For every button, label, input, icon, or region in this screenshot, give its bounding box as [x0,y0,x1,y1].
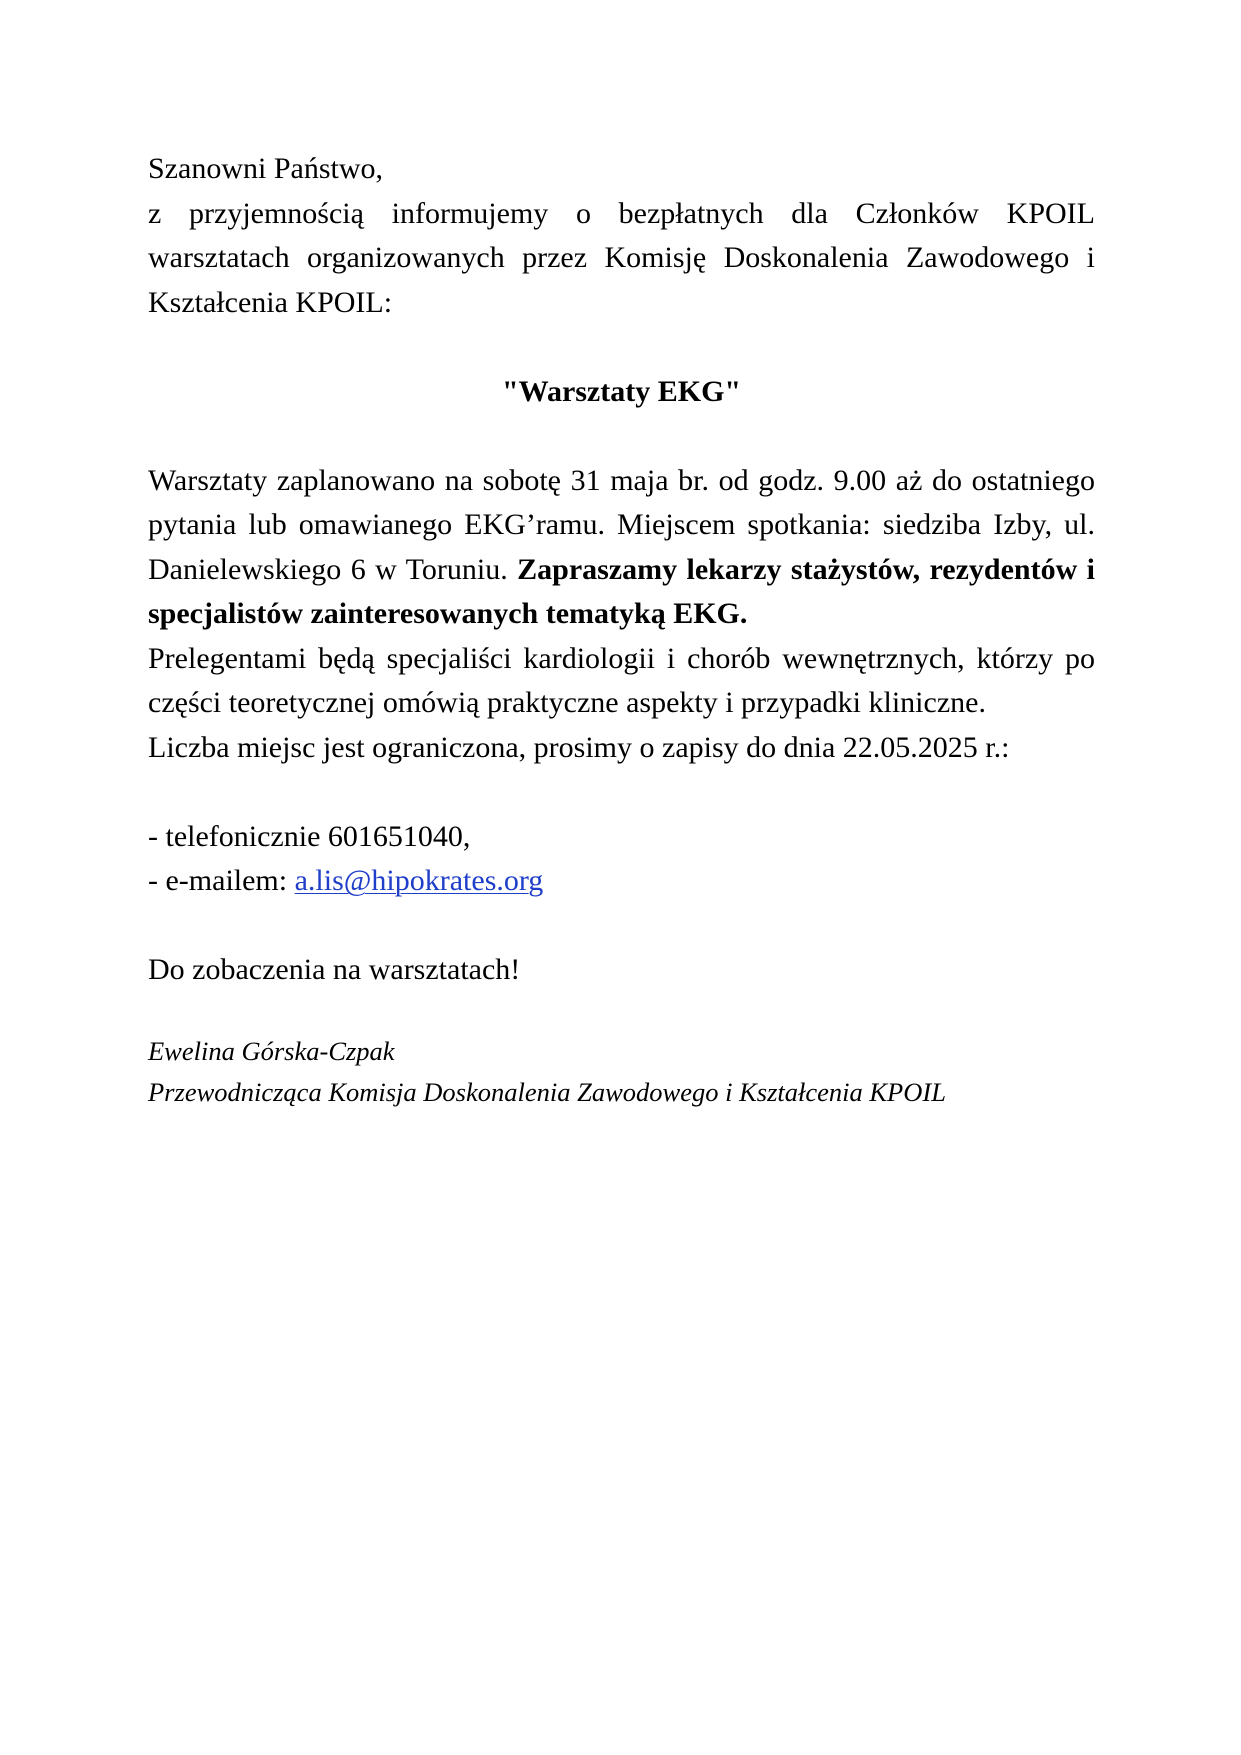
letter-body [148,147,1095,1113]
workshop-title: "Warsztaty EKG" [501,374,742,408]
email-line [148,859,1095,904]
details-text: Warsztaty zaplanowano na sobotę 31 maja br. od godz. 9.00 aż do ostatniego pytania lub omawianego EKG’ramu. Miejscem spotkania: siedziba Izby, ul. Danielewskiego 6 w Toruniu. [148,463,1095,586]
spacer [148,325,1095,370]
phone-line: - telefonicznie 601651040, [148,819,471,853]
speakers-paragraph: Prelegentami będą specjaliści kardiologii i chorób wewnętrznych, którzy po części teoretycznej omówią praktyczne aspekty i przypadki kliniczne. [148,641,1095,719]
signature-name: Ewelina Górska-Czpak [148,1035,395,1066]
spacer [148,414,1095,459]
intro-paragraph: z przyjemnością informujemy o bezpłatnych dla Członków KPOIL warsztatach organizowanych przez Komisję Doskonalenia Zawodowego i Kształcenia KPOIL: [148,196,1095,319]
email-link[interactable]: a.lis@hipokrates.org [294,864,544,897]
spacer [148,770,1095,815]
registration-paragraph: Liczba miejsc jest ograniczona, prosimy o zapisy do dnia 22.05.2025 r.: [148,730,1010,764]
details-paragraph [148,459,1095,637]
spacer [148,904,1095,949]
greeting: Szanowni Państwo, [148,152,383,185]
closing-line: Do zobaczenia na warsztatach! [148,953,521,986]
invitation-text: Zapraszamy lekarzy stażystów, rezydentów i specjalistów zainteresowanych tematyką EKG. [148,552,1095,630]
email-prefix: - e-mailem: [148,864,295,897]
spacer [148,993,1095,1031]
signature-role: Przewodnicząca Komisja Doskonalenia Zawodowego i Kształcenia KPOIL [148,1076,946,1107]
